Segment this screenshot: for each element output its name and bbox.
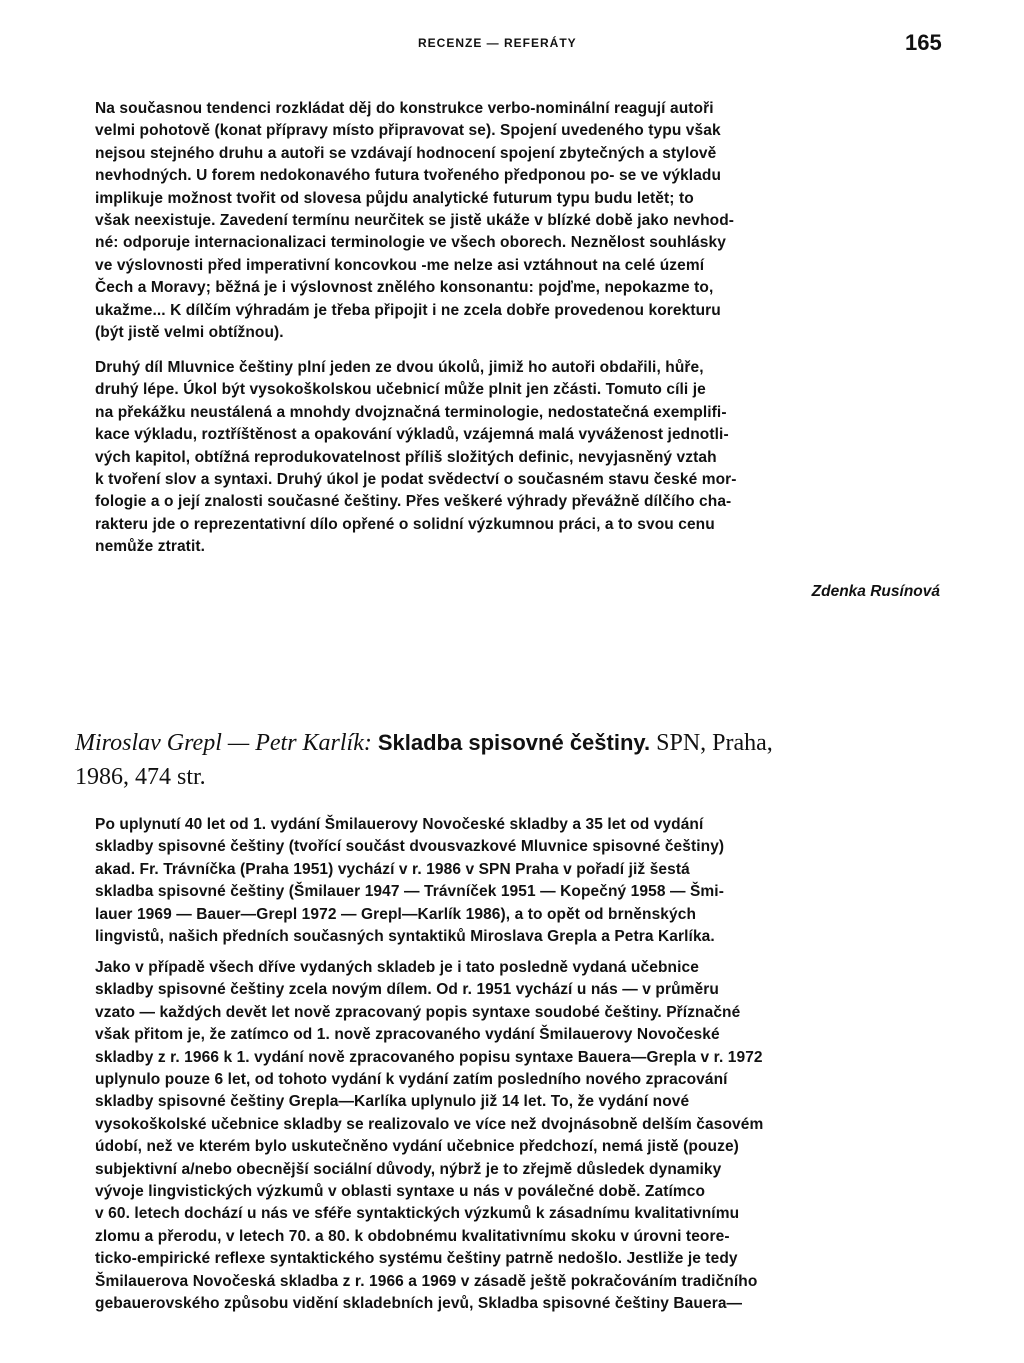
review2-year-pages: 1986, 474 str.	[75, 764, 206, 790]
review2-heading	[75, 726, 955, 794]
review2-paragraph-1: Po uplynutí 40 let od 1. vydání Šmilauerovy Novočeské skladby a 35 let od vydání skladby spisovné češtiny (tvořící součást dvousvazkové Mluvnice spisovné češtiny) akad. Fr. Trávníčka (Praha 1951) vychází v r. 1986 v SPN Praha v pořadí již šestá skladba spisovné češtiny (Šmilauer 1947 — Trávníček 1951 — Kopečný 1958 — Šmi- lauer 1969 — Bauer—Grepl 1972 — Grepl—Karlík 1986), a to opět od brněnských lingvistů, našich předních současných syntaktiků Miroslava Grepla a Petra Karlíka.	[95, 816, 725, 946]
review2-title: Skladba spisovné češtiny.	[377, 730, 651, 755]
running-head: RECENZE — REFERÁTY	[418, 36, 577, 50]
review2-publisher: SPN, Praha,	[656, 730, 773, 756]
review2-authors: Miroslav Grepl — Petr Karlík:	[75, 730, 372, 756]
review1-paragraph-1: Na současnou tendenci rozkládat děj do konstrukce verbo-nominální reagují autoři velmi pohotově (konat přípravy místo připravovat se). Spojení uvedeného typu však nejsou stejného druhu a autoři se vzdávají hodnocení spojení zbytečných a stylově nevhodných. U forem nedokonavého futura tvořeného předponou po- se ve výkladu implikuje možnost tvořit od slovesa půjdu analytické futurum typu budu letět; to však neexistuje. Zavedení termínu neurčitek se jistě ukáže v blízké době jako nevhod- né: odporuje internacionalizaci terminologie ve všech oborech. Neznělost souhlásky ve výslovnosti před imperativní koncovkou -me nelze asi vztáhnout na celé území Čech a Moravy; běžná je i výslovnost znělého konsonantu: pojďme, nepokazme to, ukažme... K dílčím výhradám je třeba připojit i ne zcela dobře provedenou korekturu (být jistě velmi obtížnou).	[95, 100, 735, 342]
page-number: 165	[905, 30, 942, 55]
review1-signature: Zdenka Rusínová	[811, 583, 940, 600]
review2-paragraph-2: Jako v případě všech dříve vydaných skladeb je i tato posledně vydaná učebnice skladby spisovné češtiny zcela novým dílem. Od r. 1951 vychází u nás — v průměru vzato — každých devět let nově zpracovaný popis syntaxe soudobé češtiny. Příznačné však přitom je, že zatímco od 1. nově zpracovaného vydání Šmilauerovy Novočeské skladby z r. 1966 k 1. vydání nově zpracovaného popisu syntaxe Bauera—Grepla v r. 1972 uplynulo pouze 6 let, od tohoto vydání k vydání zatím posledního nového zpracování skladby spisovné češtiny Grepla—Karlíka uplynulo již 14 let. To, že vydání nové vysokoškolské učebnice skladby se realizovalo ve více než dvojnásobně delším časovém údobí, než ve kterém bylo uskutečněno vydání učebnice předchozí, nemá jistě (pouze) subjektivní a/nebo obecnější sociální důvody, nýbrž je to zřejmě důsledek dynamiky vývoje lingvistických výzkumů v oblasti syntaxe u nás v poválečné době. Zatímco v 60. letech dochází u nás ve sféře syntaktických výzkumů k zásadnímu kvalitativnímu zlomu a přerodu, v letech 70. a 80. k obdobnému kvalitativnímu skoku v úrovni teore- ticko-empirické reflexe syntaktického systému češtiny patrně nedošlo. Jestliže je tedy Šmilauerova Novočeská skladba z r. 1966 a 1969 v zásadě ještě pokračováním tradičního gebauerovského způsobu vidění skladebních jevů, Skladba spisovné češtiny Bauera—	[95, 959, 764, 1313]
review1-paragraph-2: Druhý díl Mluvnice češtiny plní jeden ze dvou úkolů, jimiž ho autoři obdařili, hůře, druhý lépe. Úkol být vysokoškolskou učebnicí může plnit jen zčásti. Tomuto cíli je na překážku neustálená a mnohdy dvojznačná terminologie, nedostatečná exemplifi- kace výkladu, roztříštěnost a opakování výkladů, vzájemná malá vyváženost jednotli- vých kapitol, obtížná reprodukovatelnost příliš složitých definic, nevyjasněný vztah k tvoření slov a syntaxi. Druhý úkol je podat svědectví o současném stavu české mor- fologie a o její znalosti současné češtiny. Přes veškeré výhrady převážně dílčího cha- rakteru jde o reprezentativní dílo opřené o solidní výzkumnou práci, a to svou cenu nemůže ztratit.	[95, 359, 737, 556]
